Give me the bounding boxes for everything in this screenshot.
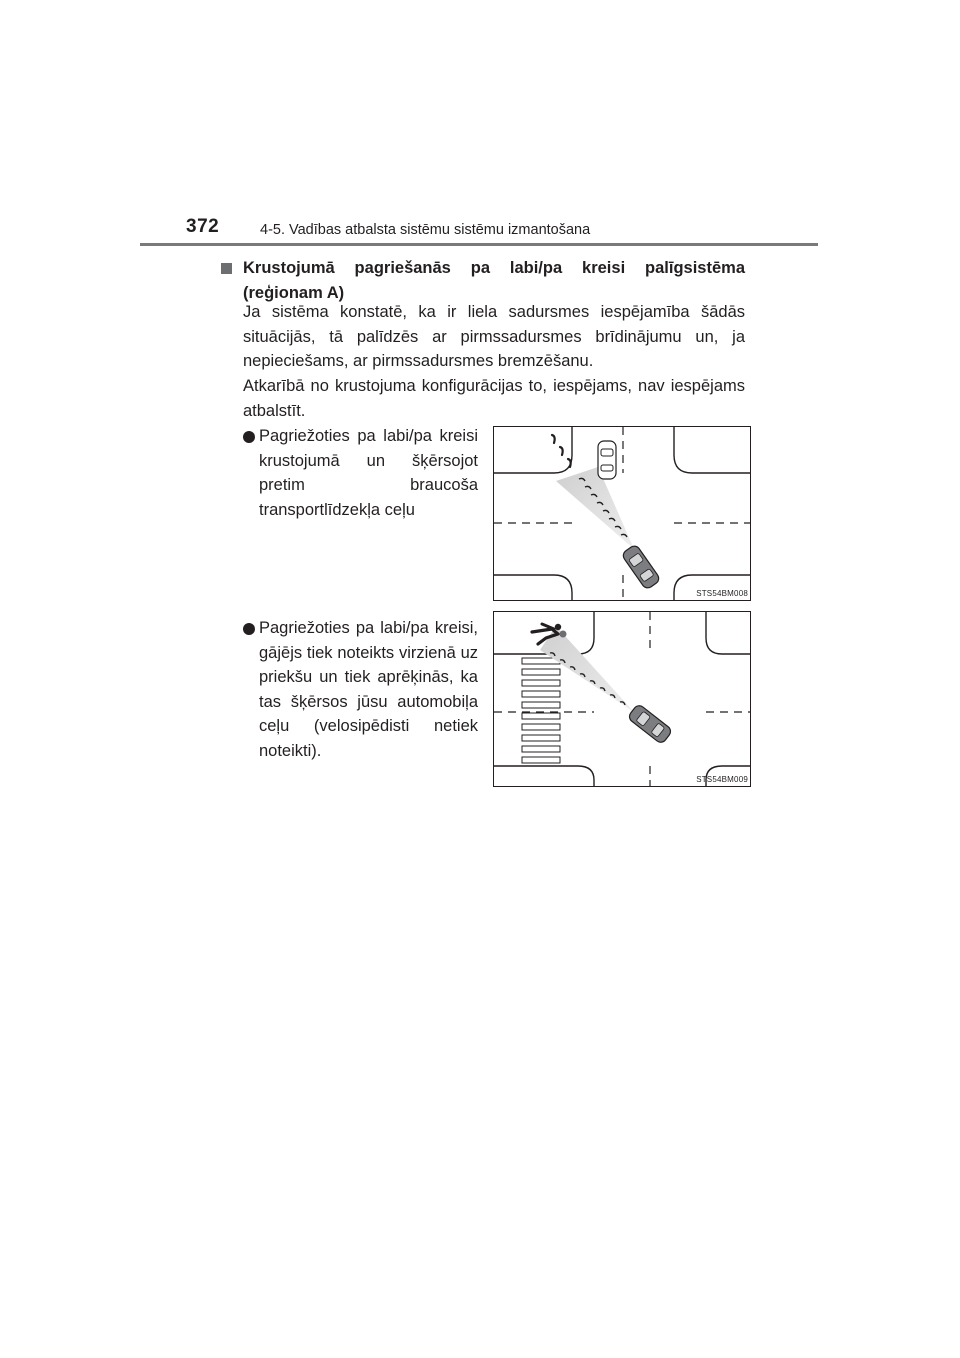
intersection-diagram: [494, 427, 750, 600]
bullet-dot-icon: [243, 431, 255, 443]
header-divider: [140, 243, 818, 246]
illustration-oncoming-vehicle: [493, 426, 751, 601]
figure-code: STS54BM008: [696, 589, 748, 598]
section-heading: [221, 256, 745, 306]
bullet-text: Pagriežoties pa labi/pa kreisi, gājējs tiek noteikts virzienā uz priekšu un tiek aprēķinās, ka tas šķērsos jūsu automobiļa ceļu (velosipēdisti netiek noteikti).: [259, 619, 478, 760]
bullet-dot-icon: [243, 623, 255, 635]
sensor-beam: [556, 467, 634, 549]
page-number: 372: [186, 216, 220, 237]
bullet-text: Pagriežoties pa labi/pa kreisi krustojumā un šķērsojot pretim braucoša transportlīdzekļa ceļu: [259, 427, 478, 519]
heading-text: Krustojumā pagriešanās pa labi/pa kreisi palīgsistēma (reģionam A): [243, 259, 745, 302]
intersection-diagram: [494, 612, 750, 786]
square-bullet-icon: [221, 263, 232, 274]
own-car-icon: [621, 544, 661, 590]
figure-code: STS54BM009: [696, 775, 748, 784]
paragraph: Atkarībā no krustojuma konfigurācijas to, iespējams, nav iespējams atbalstīt.: [243, 377, 745, 420]
illustration-pedestrian: [493, 611, 751, 787]
bullet-item: [243, 424, 478, 522]
own-car-icon: [627, 703, 673, 744]
oncoming-car-icon: [598, 441, 616, 479]
motion-trail-icon: [552, 435, 571, 467]
bullet-item: [243, 616, 478, 763]
crosswalk: [522, 658, 560, 763]
section-title: 4-5. Vadības atbalsta sistēmu sistēmu izmantošana: [260, 222, 591, 238]
paragraph: Ja sistēma konstatē, ka ir liela sadursmes iespējamība šādās situācijās, tā palīdzēs ar pirmssadursmes brīdinājumu un, ja nepieciešams, ar pirmssadursmes bremzēšanu.: [243, 303, 745, 370]
